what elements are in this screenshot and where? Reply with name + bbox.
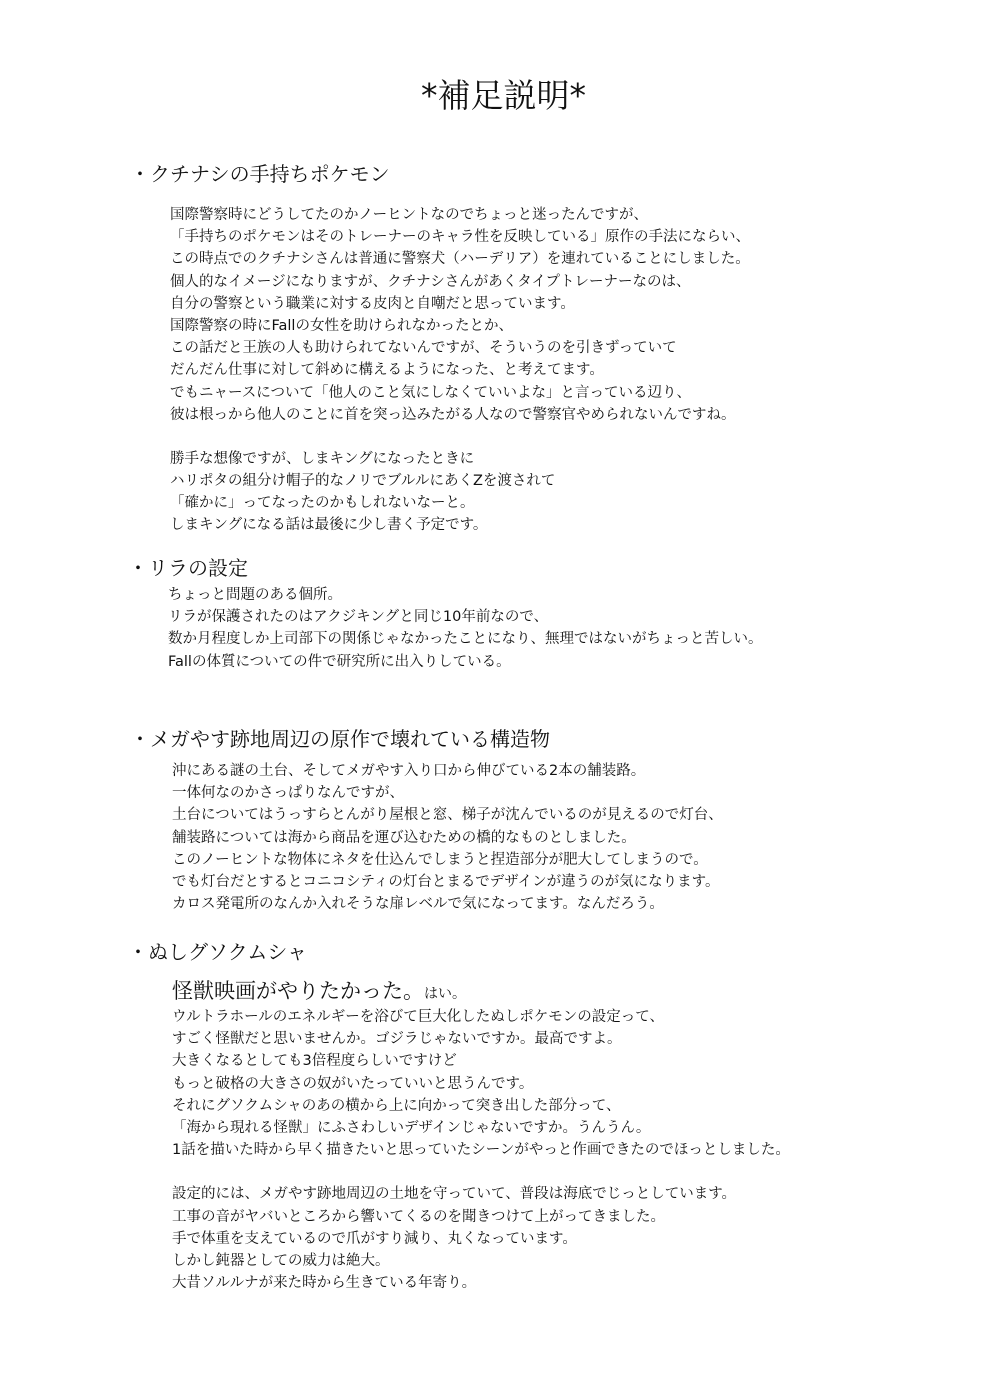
text-line: ちょっと問題のある個所。 — [168, 587, 342, 603]
text-line: しかし鈍器としての威力は絶大。 — [172, 1252, 390, 1269]
text-line: 国際警察時にどうしてたのかノーヒントなのでちょっと迷ったんですが、 — [170, 207, 649, 223]
text-line: 一体何なのかさっぱりなんですが、 — [172, 785, 404, 802]
text-line: 個人的なイメージになりますが、クチナシさんがあくタイプトレーナーなのは、 — [170, 273, 691, 290]
text-line: 「海から現れる怪獣」にふさわしいデザインじゃないですか。うんうん。 — [172, 1119, 651, 1136]
text-line: 工事の音がヤバいところから響いてくるのを聞きつけて上がってきました。 — [172, 1208, 665, 1225]
lead-big-text: 怪獣映画がやりたかった。 — [172, 979, 424, 1003]
lead-small-text: はい。 — [424, 986, 466, 1002]
text-line: 大きくなるとしても3倍程度らしいですけど — [172, 1053, 457, 1070]
section-heading: ・クチナシの手持ちポケモン — [130, 162, 390, 186]
text-line: ウルトラホールのエネルギーを浴びて巨大化したぬしポケモンの設定って、 — [172, 1009, 664, 1025]
text-line: 土台についてはうっすらとんがり屋根と窓、梯子が沈んでいるのが見えるので灯台、 — [172, 807, 723, 824]
text-line: それにグソクムシャのあの横から上に向かって突き出した部分って、 — [172, 1097, 621, 1114]
paragraph-gap — [170, 426, 750, 448]
text-line: でもニャースについて「他人のこと気にしなくていいよな」と言っている辺り、 — [170, 384, 691, 401]
text-line: 沖にある謎の土台、そしてメガやす入り口から伸びている2本の舗装路。 — [172, 763, 646, 779]
section-body — [168, 584, 763, 673]
text-line: 自分の警察という職業に対する皮肉と自嘲だと思っています。 — [170, 295, 575, 312]
text-line: このノーヒントな物体にネタを仕込んでしまうと捏造部分が肥大してしまうので。 — [172, 851, 708, 868]
text-line: 「手持ちのポケモンはそのトレーナーのキャラ性を反映している」原作の手法にならい、 — [170, 229, 750, 246]
text-line: しまキングになる話は最後に少し書く予定です。 — [170, 517, 488, 534]
text-line: ハリポタの組分け帽子的なノリでブルルにあくZを渡されて — [170, 473, 556, 490]
text-line: すごく怪獣だと思いませんか。ゴジラじゃないですか。最高ですよ。 — [172, 1031, 622, 1048]
section-heading: ・メガやす跡地周辺の原作で壊れている構造物 — [130, 727, 550, 751]
page-title: *補足説明* — [421, 76, 586, 115]
text-line: 設定的には、メガやす跡地周辺の土地を守っていて、普段は海底でじっとしています。 — [172, 1186, 737, 1203]
text-line: この話だと王族の人も助けられてないんですが、そういうのを引きずっていて — [170, 340, 677, 357]
text-line: 数か月程度しか上司部下の関係じゃなかったことになり、無理ではないがちょっと苦しい。 — [168, 631, 763, 648]
text-line: 舗装路については海から商品を運び込むための橋的なものとしました。 — [172, 829, 636, 846]
text-line: だんだん仕事に対して斜めに構えるようになった、と考えてます。 — [170, 362, 604, 379]
section-heading: ・ぬしグソクムシャ — [128, 940, 307, 964]
text-line: 「確かに」ってなったのかもしれないなーと。 — [170, 495, 475, 512]
text-line: Fallの体質についての件で研究所に出入りしている。 — [168, 653, 511, 670]
text-line: この時点でのクチナシさんは普通に警察犬（ハーデリア）を連れていることにしました。 — [170, 251, 750, 268]
text-line: もっと破格の大きさの奴がいたっていいと思うんです。 — [172, 1075, 534, 1092]
text-line: 彼は根っから他人のことに首を突っ込みたがる人なので警察官やめられないんですね。 — [170, 406, 736, 423]
text-line: 国際警察の時にFallの女性を助けられなかったとか、 — [170, 317, 513, 334]
text-line: カロス発電所のなんか入れそうな扉レベルで気になってます。なんだろう。 — [172, 896, 664, 913]
section-heading: ・リラの設定 — [128, 556, 248, 580]
text-line: リラが保護されたのはアクジキングと同じ10年前なので、 — [168, 609, 549, 626]
text-line: 手で体重を支えているので爪がすり減り、丸くなっています。 — [172, 1230, 577, 1247]
section-body — [170, 204, 750, 537]
text-line: 勝手な想像ですが、しまキングになったときに — [170, 450, 475, 467]
text-line: でも灯台だとするとコニコシティの灯台とまるでデザインが違うのが気になります。 — [172, 873, 720, 890]
text-line: 1話を描いた時から早く描きたいと思っていたシーンがやっと作画できたのでほっとしました。 — [172, 1142, 790, 1159]
section-body — [172, 760, 723, 915]
section-body — [172, 976, 790, 1294]
paragraph-gap — [172, 1161, 790, 1183]
text-line: 大昔ソルルナが来た時から生きている年寄り。 — [172, 1275, 477, 1292]
